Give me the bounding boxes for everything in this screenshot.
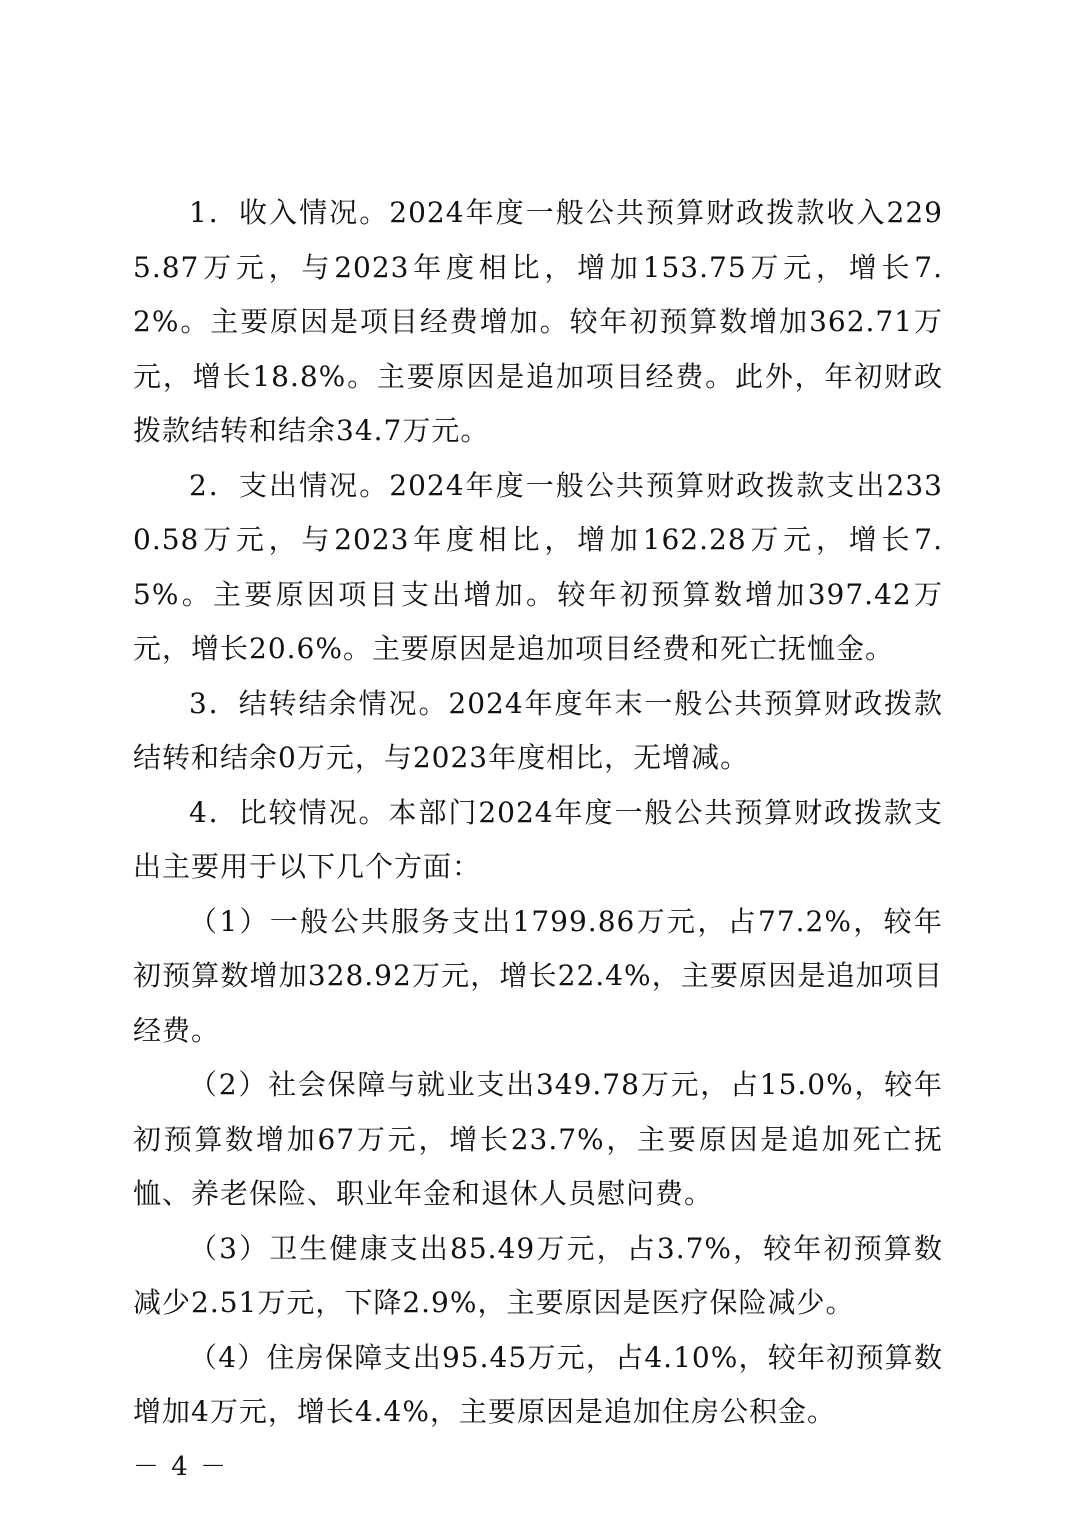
document-body — [133, 186, 943, 1440]
paragraph-health: （3）卫生健康支出85.49万元，占3.7%，较年初预算数减少2.51万元，下降2.9%，主要原因是医疗保险减少。 — [133, 1231, 943, 1319]
paragraph-income: 1．收入情况。2024年度一般公共预算财政拨款收入2295.87万元，与2023年度相比，增加153.75万元，增长7.2%。主要原因是项目经费增加。较年初预算数增加362.71万元，增长18.8%。主要原因是追加项目经费。此外，年初财政拨款结转和结余34.7万元。 — [133, 196, 943, 447]
paragraph-carryover: 3．结转结余情况。2024年度年末一般公共预算财政拨款结转和结余0万元，与2023年度相比，无增减。 — [133, 686, 943, 774]
page-number: － 4 － — [133, 1452, 229, 1482]
paragraph-expenditure: 2．支出情况。2024年度一般公共预算财政拨款支出2330.58万元，与2023年度相比，增加162.28万元，增长7.5%。主要原因项目支出增加。较年初预算数增加397.42万元，增长20.6%。主要原因是追加项目经费和死亡抚恤金。 — [133, 468, 943, 665]
paragraph-comparison: 4．比较情况。本部门2024年度一般公共预算财政拨款支出主要用于以下几个方面： — [133, 795, 943, 883]
paragraph-social-security: （2）社会保障与就业支出349.78万元，占15.0%，较年初预算数增加67万元，增长23.7%，主要原因是追加死亡抚恤、养老保险、职业年金和退休人员慰问费。 — [133, 1068, 943, 1210]
paragraph-housing: （4）住房保障支出95.45万元，占4.10%，较年初预算数增加4万元，增长4.4%，主要原因是追加住房公积金。 — [133, 1340, 943, 1428]
paragraph-public-services: （1）一般公共服务支出1799.86万元，占77.2%，较年初预算数增加328.92万元，增长22.4%，主要原因是追加项目经费。 — [133, 904, 943, 1047]
